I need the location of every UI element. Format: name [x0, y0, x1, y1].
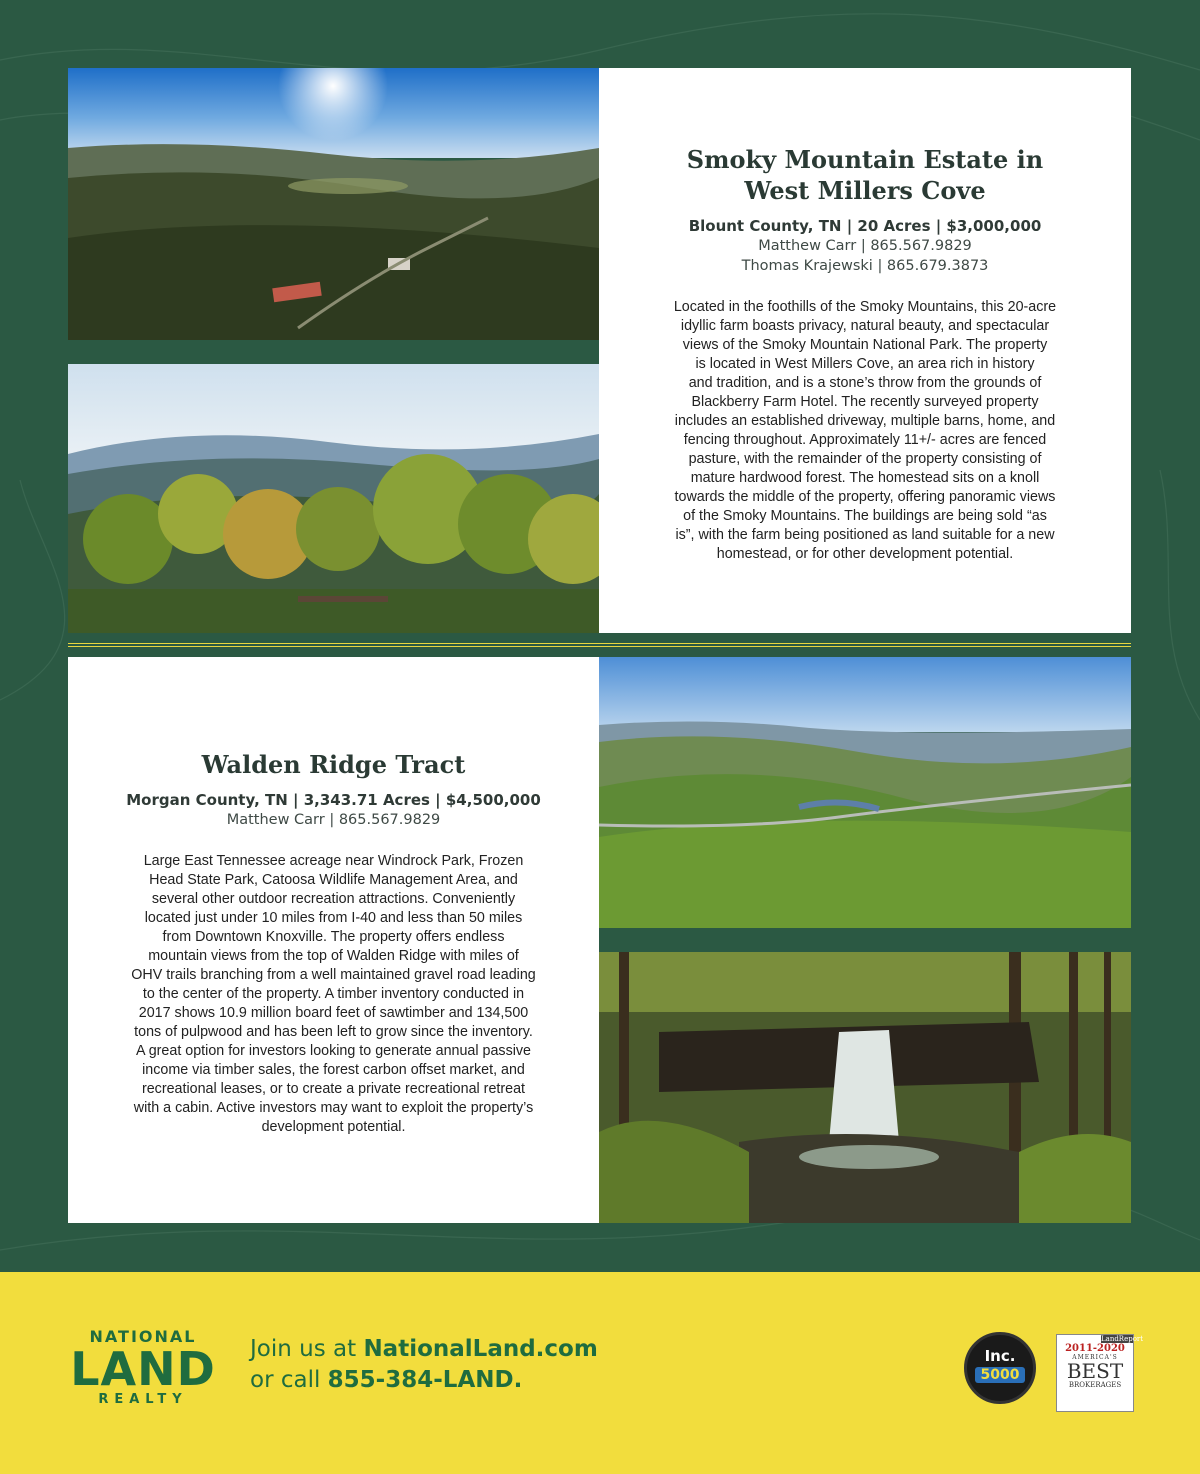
description-line: tons of pulpwood and has been left to grow since the inventory.	[134, 1024, 533, 1040]
description-line: from Downtown Knoxville. The property offers endless	[162, 929, 505, 945]
photo-forested-ridge	[599, 657, 1131, 928]
photo-waterfall	[599, 952, 1131, 1223]
listing-meta: Blount County, TN | 20 Acres | $3,000,000	[688, 217, 1042, 235]
agent-contact: Thomas Krajewski | 865.679.3873	[741, 258, 989, 274]
description-line: pasture, with the remainder of the property consisting of	[688, 451, 1042, 467]
national-land-realty-logo[interactable]	[64, 1328, 222, 1408]
description-line: mature hardwood forest. The homestead sits on a knoll	[690, 470, 1040, 486]
listing-title	[599, 144, 1131, 206]
inc-5000-badge	[964, 1332, 1036, 1404]
section-divider	[68, 641, 1131, 649]
description-line: Large East Tennessee acreage near Windrock Park, Frozen	[143, 853, 524, 869]
phone-link[interactable]: 855-384-LAND.	[327, 1367, 523, 1393]
call-to-action	[250, 1334, 598, 1396]
listing-panel-walden-ridge	[68, 657, 599, 1223]
description-line: Head State Park, Catoosa Wildlife Management Area, and	[149, 872, 518, 888]
description-line: includes an established driveway, multiple barns, home, and	[674, 413, 1056, 429]
description-line: mountain views from the top of Walden Ridge with miles of	[148, 948, 519, 964]
cta-text: or call	[250, 1367, 328, 1393]
listing-description	[615, 298, 1115, 564]
description-line: fencing throughout. Approximately 11+/- acres are fenced	[683, 432, 1047, 448]
logo-text-main: LAND	[70, 1342, 216, 1396]
badge-best-years: 2011-2020	[1065, 1343, 1125, 1354]
description-line: idyllic farm boasts privacy, natural beauty, and spectacular	[680, 318, 1050, 334]
badge-inc-label: Inc.	[984, 1347, 1016, 1365]
website-link[interactable]: NationalLand.com	[363, 1336, 598, 1362]
description-line: development potential.	[261, 1119, 406, 1135]
description-line: 2017 shows 10.9 million board feet of sawtimber and 134,500	[138, 1005, 529, 1021]
badge-best-word: BEST	[1066, 1359, 1124, 1383]
best-brokerages-badge	[1056, 1334, 1144, 1412]
description-line: OHV trails branching from a well maintained gravel road leading	[131, 967, 536, 983]
description-line: towards the middle of the property, offering panoramic views	[674, 489, 1056, 505]
description-line: recreational leases, or to create a private recreational retreat	[141, 1081, 526, 1097]
description-line: located just under 10 miles from I-40 and less than 50 miles	[144, 910, 523, 926]
photo-mountain-view	[68, 364, 599, 633]
listing-meta: Morgan County, TN | 3,343.71 Acres | $4,500,000	[126, 791, 541, 809]
badge-best-sub: BROKERAGES	[1068, 1381, 1122, 1389]
listing-title: Walden Ridge Tract	[201, 750, 466, 779]
agent-contact: Matthew Carr | 865.567.9829	[226, 812, 441, 828]
description-line: income via timber sales, the forest carbon offset market, and	[142, 1062, 525, 1078]
description-line: and tradition, and is a stone’s throw from the grounds of	[688, 375, 1042, 391]
badge-inc-number: 5000	[975, 1367, 1025, 1383]
agent-contact: Matthew Carr | 865.567.9829	[758, 238, 972, 254]
listing-panel-smoky-mountain	[599, 68, 1131, 633]
listing-description	[79, 852, 589, 1137]
badge-best-small: AMERICA'S	[1072, 1354, 1118, 1361]
listing-title-line2: West Millers Cove	[744, 176, 986, 205]
listing-title-line1: Smoky Mountain Estate in	[686, 145, 1044, 174]
description-line: to the center of the property. A timber inventory conducted in	[142, 986, 525, 1002]
footer-banner	[0, 1272, 1200, 1474]
description-line: A great option for investors looking to generate annual passive	[135, 1043, 531, 1059]
description-line: is located in West Millers Cove, an area rich in history	[695, 356, 1035, 372]
photo-aerial-farm	[68, 68, 599, 340]
description-line: is”, with the farm being positioned as land suitable for a new	[675, 527, 1055, 543]
logo-text-top: NATIONAL	[89, 1327, 197, 1346]
description-line: with a cabin. Active investors may want to exploit the property’s	[133, 1100, 534, 1116]
cta-text: Join us at	[250, 1336, 364, 1362]
badge-best-tag: LandReport	[1101, 1335, 1144, 1343]
description-line: Located in the foothills of the Smoky Mountains, this 20-acre	[673, 299, 1057, 315]
description-line: views of the Smoky Mountain National Park. The property	[682, 337, 1048, 353]
description-line: of the Smoky Mountains. The buildings are being sold “as	[683, 508, 1047, 524]
description-line: Blackberry Farm Hotel. The recently surveyed property	[691, 394, 1039, 410]
description-line: homestead, or for other development potential.	[716, 546, 1014, 562]
description-line: several other outdoor recreation attractions. Conveniently	[151, 891, 516, 907]
logo-text-bottom: REALTY	[98, 1392, 188, 1407]
